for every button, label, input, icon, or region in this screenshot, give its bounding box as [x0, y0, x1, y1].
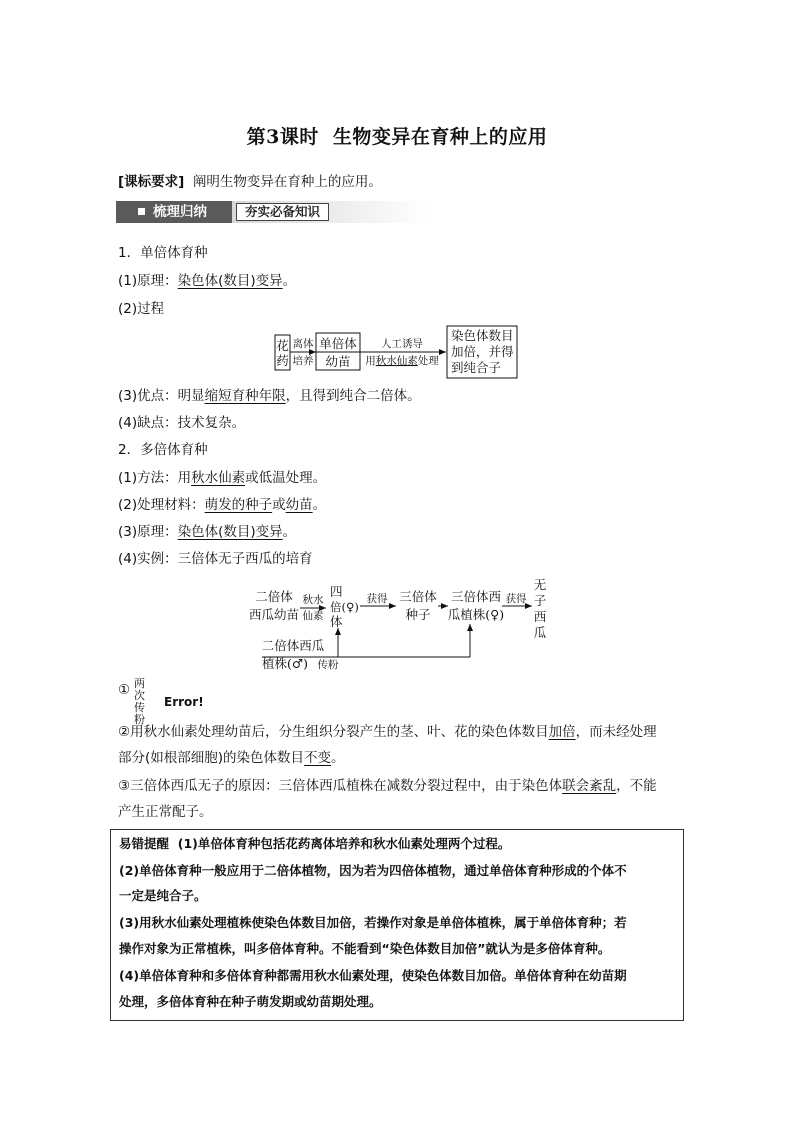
lesson-number: 第3课时: [246, 126, 319, 148]
obtain-2: 获得: [505, 593, 527, 605]
seedless-3: 西: [533, 609, 547, 624]
section1-process: (2)过程: [118, 301, 165, 317]
section1-heading: 1．单倍体育种: [118, 245, 208, 261]
pollination-label: 传粉: [317, 659, 339, 671]
haploid-label-top: 单倍体: [319, 336, 357, 351]
section2-material: (2)处理材料：萌发的种子或幼苗。: [118, 497, 327, 513]
tip-line-4: (3)用秋水仙素处理植株使染色体数目加倍，若操作对象是单倍体植株，属于单倍体育种；若: [119, 915, 627, 930]
triploid-seed-1: 三倍体: [399, 589, 437, 604]
arrow-induce-top: 人工诱导: [381, 338, 423, 350]
tip-line-3: 一定是纯合子。: [119, 888, 207, 903]
section1-advantage: (3)优点：明显缩短育种年限，且得到纯合二倍体。: [118, 388, 421, 404]
section1-principle: (1)原理：染色体(数目)变异。: [118, 273, 297, 289]
obtain-1: 获得: [366, 593, 388, 605]
colchicine-bottom: 仙素: [302, 610, 324, 622]
banner-title: 梳理归纳: [116, 201, 232, 223]
note-1-stack: 两次 传粉: [134, 677, 145, 726]
section2-principle: (3)原理：染色体(数目)变异。: [118, 524, 297, 540]
section2-method: (1)方法：用秋水仙素或低温处理。: [118, 470, 327, 486]
diploid-seedling-1: 二倍体: [255, 589, 293, 604]
colchicine-top: 秋水: [302, 594, 324, 606]
section1-disadvantage: (4)缺点：技术复杂。: [118, 415, 246, 431]
error-tip-box: [110, 829, 684, 1021]
note-3-line-2: 产生正常配子。: [118, 804, 213, 820]
note-1: ① 两次 传粉 Error!: [118, 677, 204, 726]
anther-label-1: 花: [276, 338, 289, 353]
section2-example: (4)实例：三倍体无子西瓜的培育: [118, 551, 313, 567]
anther-label-2: 药: [276, 353, 289, 368]
tetraploid-2: 倍(♀): [330, 600, 359, 614]
tip-line-7: 处理，多倍体育种在种子萌发期或幼苗期处理。: [119, 994, 382, 1009]
arrow-culture-bottom: 培养: [292, 355, 314, 367]
requirement-label: [课标要求]: [118, 174, 185, 190]
tetraploid-1: 四: [330, 584, 343, 599]
triploid-plant-1: 三倍体西: [450, 589, 502, 604]
seedless-4: 瓜: [533, 625, 547, 640]
seedless-1: 无: [533, 577, 547, 592]
arrow-culture-top: 离体: [292, 338, 314, 350]
tip-line-1: 易错提醒 (1)单倍体育种包括花药离体培养和秋水仙素处理两个过程。: [119, 836, 511, 851]
tip-line-6: (4)单倍体育种和多倍体育种都需用秋水仙素处理，使染色体数目加倍。单倍体育种在幼苗期: [119, 968, 627, 983]
triploid-plant-2: 瓜植株(♀): [447, 607, 505, 622]
result-line-3: 到纯合子: [451, 360, 502, 375]
note-1-error: Error!: [164, 695, 204, 709]
triploid-seed-2: 种子: [405, 607, 431, 622]
haploid-label-bottom: 幼苗: [325, 354, 351, 369]
diploid-seedling-2: 西瓜幼苗: [248, 607, 300, 622]
note-2-line-1: ②用秋水仙素处理幼苗后，分生组织分裂产生的茎、叶、花的染色体数目加倍，而未经处理: [118, 724, 657, 740]
note-3-line-1: ③三倍体西瓜无子的原因：三倍体西瓜植株在减数分裂过程中，由于染色体联会紊乱，不能: [118, 778, 657, 794]
diploid-male-2: 植株(♂): [262, 656, 308, 671]
note-2-line-2: 部分(如根部细胞)的染色体数目不变。: [118, 750, 345, 766]
tip-line-2: (2)单倍体育种一般应用于二倍体植物，因为若为四倍体植物，通过单倍体育种形成的个体不: [119, 863, 627, 878]
tip-line-5: 操作对象为正常植株，叫多倍体育种。不能看到“染色体数目加倍”就认为是多倍体育种。: [119, 941, 611, 956]
tetraploid-3: 体: [330, 614, 343, 629]
diploid-male-1: 二倍体西瓜: [261, 638, 325, 653]
arrow-induce-bottom: 用秋水仙素处理: [365, 355, 439, 367]
section2-heading: 2．多倍体育种: [118, 442, 208, 458]
banner-subtitle: 夯实必备知识: [236, 203, 329, 221]
seedless-2: 子: [533, 593, 547, 608]
lesson-title: 生物变异在育种上的应用: [332, 126, 548, 148]
result-line-2: 加倍，并得: [451, 344, 514, 359]
result-line-1: 染色体数目: [451, 328, 514, 343]
requirement-text: 阐明生物变异在育种上的应用。: [192, 174, 382, 190]
